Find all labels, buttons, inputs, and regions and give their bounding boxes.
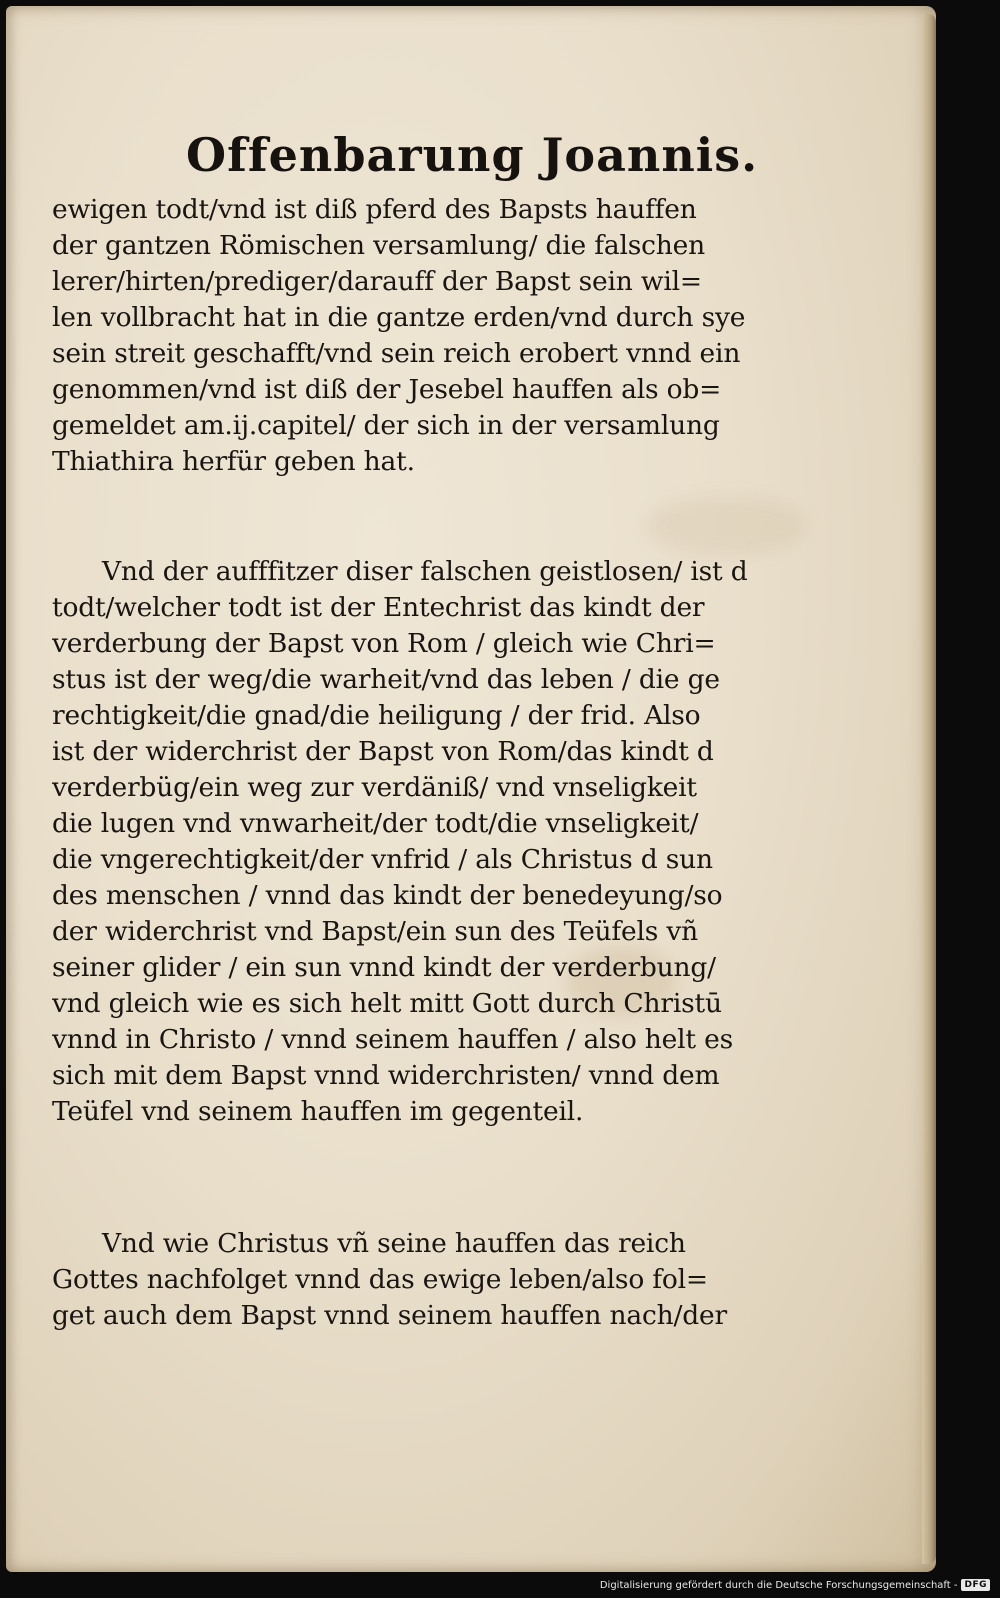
text-line: todt/welcher todt ist der Entechrist das kindt der	[52, 592, 705, 623]
paragraph-2	[52, 554, 812, 1130]
text-line: ist der widerchrist der Bapst von Rom/das kindt d	[52, 736, 714, 767]
text-line: des menschen / vnnd das kindt der benedeyung/so	[52, 880, 723, 911]
text-line: der gantzen Römischen versamlung/ die falschen	[52, 230, 706, 261]
text-line: lerer/hirten/prediger/darauff der Bapst sein wil=	[52, 266, 702, 297]
text-line: Thiathira herfür geben hat.	[52, 446, 415, 477]
text-line: Teüfel vnd seinem hauffen im gegenteil.	[52, 1096, 584, 1127]
page-heading: Offenbarung Joannis.	[186, 128, 759, 182]
text-line: Gottes nachfolget vnnd das ewige leben/also fol=	[52, 1264, 708, 1295]
page-edge	[922, 14, 936, 1564]
digitization-credit	[600, 1576, 990, 1594]
text-line: len vollbracht hat in die gantze erden/vnd durch sye	[52, 302, 746, 333]
text-line: sich mit dem Bapst vnnd widerchristen/ vnnd dem	[52, 1060, 720, 1091]
text-line: genommen/vnd ist diß der Jesebel hauffen als ob=	[52, 374, 722, 405]
text-line: vnnd in Christo / vnnd seinem hauffen / also helt es	[52, 1024, 733, 1055]
text-line: gemeldet am.ij.capitel/ der sich in der versamlung	[52, 410, 720, 441]
text-line: verderbüg/ein weg zur verdäniß/ vnd vnseligkeit	[52, 772, 697, 803]
text-line: die vngerechtigkeit/der vnfrid / als Christus d sun	[52, 844, 713, 875]
paragraph-1	[52, 192, 812, 480]
text-line: stus ist der weg/die warheit/vnd das leben / die ge	[52, 664, 720, 695]
text-line: der widerchrist vnd Bapst/ein sun des Teüfels vñ	[52, 916, 699, 947]
dfg-logo: DFG	[961, 1579, 990, 1591]
book-page	[6, 6, 936, 1572]
text-line: die lugen vnd vnwarheit/der todt/die vnseligkeit/	[52, 808, 699, 839]
paper-stain	[646, 496, 806, 556]
text-line: verderbung der Bapst von Rom / gleich wie Chri=	[52, 628, 716, 659]
text-line: get auch dem Bapst vnnd seinem hauffen nach/der	[52, 1300, 727, 1331]
paragraph-3	[52, 1226, 812, 1334]
text-line: sein streit geschafft/vnd sein reich erobert vnnd ein	[52, 338, 741, 369]
text-line: rechtigkeit/die gnad/die heiligung / der frid. Also	[52, 700, 701, 731]
text-line: Vnd wie Christus vñ seine hauffen das reich	[102, 1228, 686, 1259]
text-line: ewigen todt/vnd ist diß pferd des Bapsts hauffen	[52, 194, 697, 225]
text-line: seiner glider / ein sun vnnd kindt der verderbung/	[52, 952, 716, 983]
credit-text: Digitalisierung gefördert durch die Deutsche Forschungsgemeinschaft -	[599, 1579, 958, 1591]
text-line: vnd gleich wie es sich helt mitt Gott durch Christū	[52, 988, 722, 1019]
text-line: Vnd der aufffitzer diser falschen geistlosen/ ist d	[102, 556, 748, 587]
